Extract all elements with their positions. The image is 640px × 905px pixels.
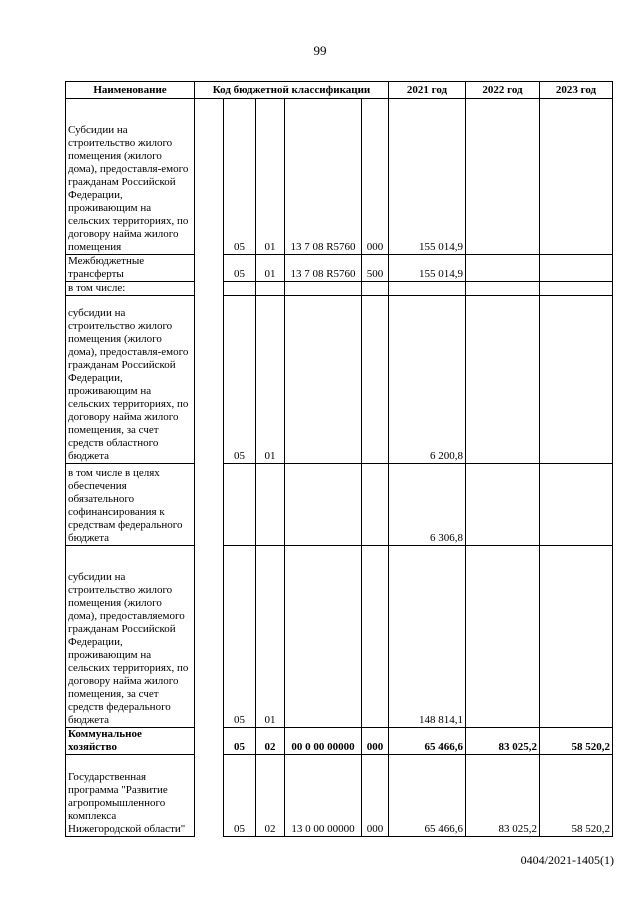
row-expense-type: 000 [362,728,389,755]
header-2021: 2021 год [389,82,466,99]
row-name: субсидии на строительство жилого помещения (жилого дома), предоставля-емого гражданам Российской Федерации, проживающим на сельских территориях, по договору найма жилого помещения, за счет средств областного бюджета [66,296,195,464]
row-section: 05 [224,255,256,282]
row-subsection: 01 [256,296,285,464]
row-2023: 58 520,2 [540,728,613,755]
row-subsection: 01 [256,99,285,255]
row-2021: 148 814,1 [389,546,466,728]
row-2021 [389,282,466,296]
row-blank [195,755,224,837]
table-row [66,99,613,255]
row-expense-type [362,282,389,296]
row-subsection: 02 [256,728,285,755]
row-blank [195,282,224,296]
row-name: Государственная программа "Развитие агропромышленного комплекса Нижегородской области" [66,755,195,837]
row-section [224,282,256,296]
row-blank [195,255,224,282]
row-2022 [466,546,540,728]
row-subsection [256,282,285,296]
table-header-row [66,82,613,99]
row-subsection: 01 [256,255,285,282]
row-blank [195,464,224,546]
table-row [66,546,613,728]
row-2022 [466,99,540,255]
row-expense-type [362,296,389,464]
row-2023 [540,255,613,282]
row-subsection: 02 [256,755,285,837]
row-2022 [466,282,540,296]
row-section [224,464,256,546]
row-blank [195,296,224,464]
row-2021: 65 466,6 [389,755,466,837]
row-2022: 83 025,2 [466,728,540,755]
row-section: 05 [224,546,256,728]
row-2021: 155 014,9 [389,99,466,255]
row-expense-type [362,464,389,546]
row-2022 [466,255,540,282]
row-2021: 155 014,9 [389,255,466,282]
row-name: в том числе: [66,282,195,296]
row-target-article: 13 7 08 R5760 [285,99,362,255]
row-blank [195,546,224,728]
row-2022: 83 025,2 [466,755,540,837]
row-2023 [540,282,613,296]
table-row [66,464,613,546]
row-2021: 65 466,6 [389,728,466,755]
table-row [66,296,613,464]
row-expense-type: 000 [362,99,389,255]
table-row [66,255,613,282]
row-target-article: 00 0 00 00000 [285,728,362,755]
row-target-article [285,464,362,546]
row-target-article [285,282,362,296]
row-target-article: 13 7 08 R5760 [285,255,362,282]
row-2023 [540,464,613,546]
row-2021: 6 200,8 [389,296,466,464]
row-section: 05 [224,99,256,255]
row-blank [195,99,224,255]
budget-table [65,81,613,837]
row-subsection [256,464,285,546]
row-name: Межбюджетные трансферты [66,255,195,282]
row-section: 05 [224,296,256,464]
page-number: 99 [313,43,327,58]
row-2023 [540,99,613,255]
row-section: 05 [224,728,256,755]
row-target-article [285,296,362,464]
document-code: 0404/2021-1405(1) [520,853,614,867]
table-row [66,728,613,755]
row-2023 [540,296,613,464]
row-2022 [466,464,540,546]
row-expense-type [362,546,389,728]
row-expense-type: 000 [362,755,389,837]
row-target-article: 13 0 00 00000 [285,755,362,837]
row-2022 [466,296,540,464]
row-name: субсидии на строительство жилого помещения (жилого дома), предоставляемого гражданам Российской Федерации, проживающим на сельских территориях, по договору найма жилого помещения, за счет средств федерального бюджета [66,546,195,728]
row-subsection: 01 [256,546,285,728]
header-2023: 2023 год [540,82,613,99]
header-2022: 2022 год [466,82,540,99]
row-target-article [285,546,362,728]
row-blank [195,728,224,755]
row-2023 [540,546,613,728]
row-2021: 6 306,8 [389,464,466,546]
table-row [66,282,613,296]
row-2023: 58 520,2 [540,755,613,837]
row-name: в том числе в целях обеспечения обязательного софинансирования к средствам федерального бюджета [66,464,195,546]
header-name: Наименование [66,82,195,99]
table-row [66,755,613,837]
row-name: Коммунальное хозяйство [66,728,195,755]
row-name: Субсидии на строительство жилого помещения (жилого дома), предоставля-емого гражданам Российской Федерации, проживающим на сельских территориях, по договору найма жилого помещения [66,99,195,255]
row-expense-type: 500 [362,255,389,282]
row-section: 05 [224,755,256,837]
header-budget-code: Код бюджетной классификации [195,82,389,99]
